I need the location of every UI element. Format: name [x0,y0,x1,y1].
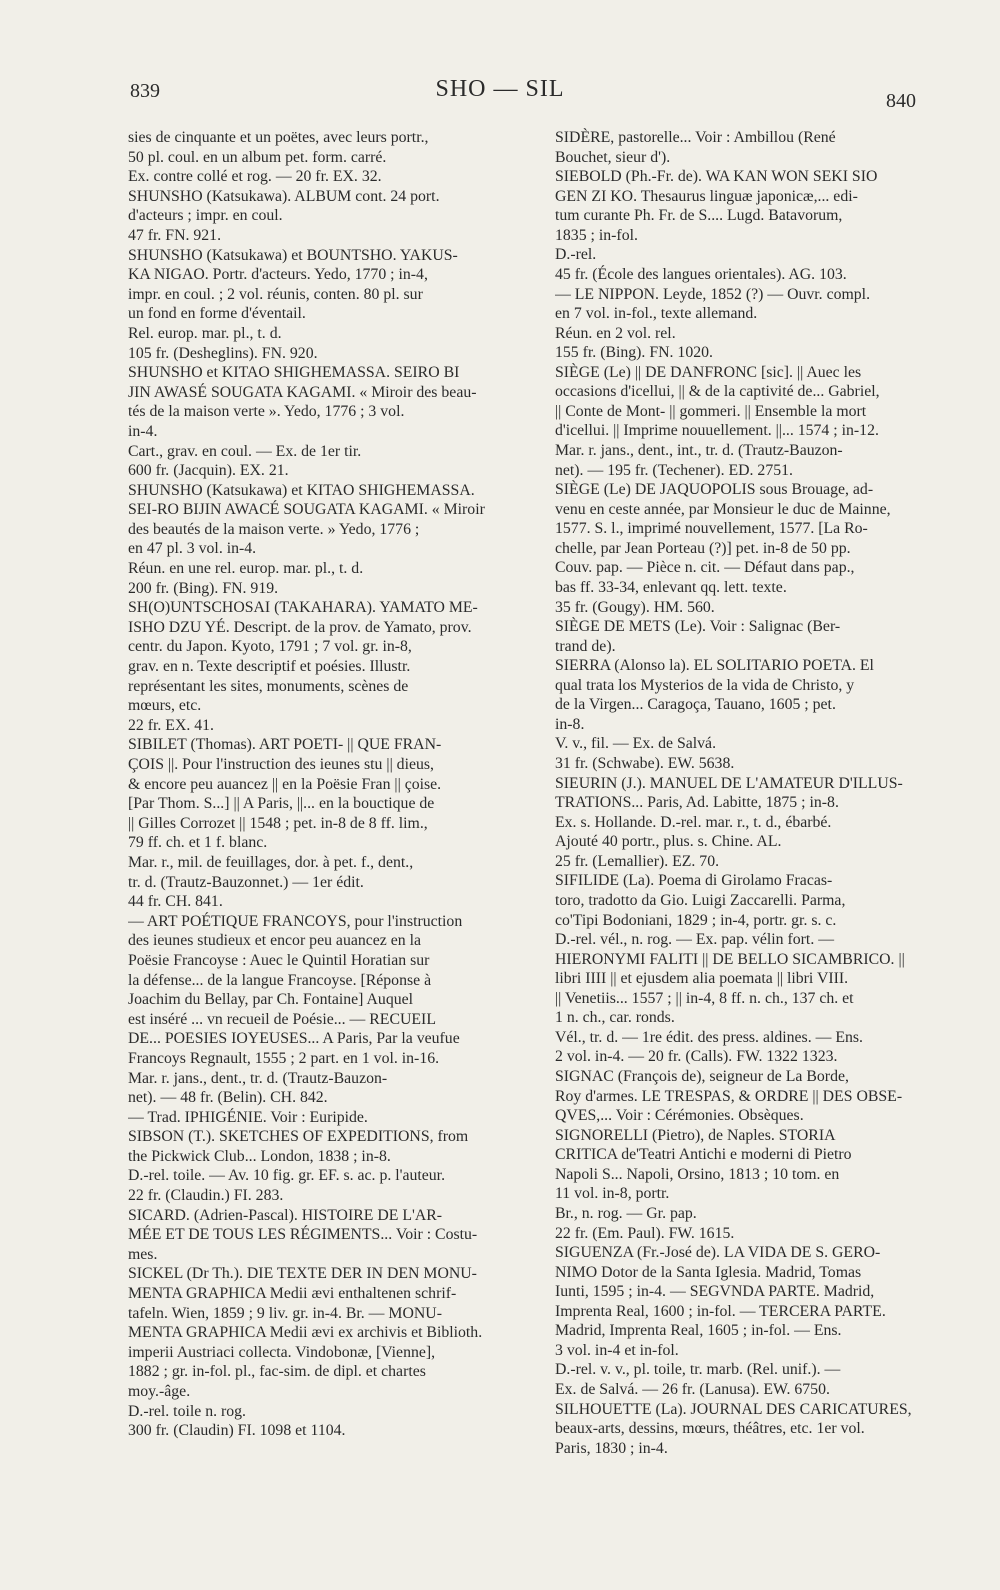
text-line: in-4. [128,422,158,440]
text-line: SIBSON (T.). SKETCHES OF EXPEDITIONS, from [128,1128,469,1146]
text-line: MENTA GRAPHICA Medii ævi ex archivis et Biblioth. [128,1324,483,1342]
text-line: D.-rel. v. v., pl. toile, tr. marb. (Rel. unif.). — [555,1361,841,1379]
text-line: en 7 vol. in-fol., texte allemand. [555,305,758,323]
text-line: SIGUENZA (Fr.-José de). LA VIDA DE S. GERO- [555,1244,881,1262]
text-line: SIFILIDE (La). Poema di Girolamo Fracas- [555,872,833,890]
text-line: SIGNORELLI (Pietro), de Naples. STORIA [555,1126,836,1144]
text-line: des beautés de la maison verte. » Yedo, 1776 ; [128,520,420,538]
text-line: SIBILET (Thomas). ART POETI- || QUE FRAN- [128,736,442,754]
text-line: Poësie Francoyse : Auec le Quintil Horatian sur [128,951,430,969]
text-line: imperii Austriaci collecta. Vindobonæ, [Vienne], [128,1343,436,1361]
text-line: d'acteurs ; impr. en coul. [128,207,283,225]
text-line: 31 fr. (Schwabe). EW. 5638. [555,755,735,772]
text-line: Cart., grav. en coul. — Ex. de 1er tir. [128,442,362,460]
text-line: 45 fr. (École des langues orientales). AG. 103. [555,265,847,283]
text-line: mœurs, etc. [128,697,202,715]
page-number-left: 839 [130,80,160,102]
text-line: 22 fr. (Em. Paul). FW. 1615. [555,1224,735,1242]
text-line: KA NIGAO. Portr. d'acteurs. Yedo, 1770 ; in-4, [128,266,428,284]
text-line: Francoys Regnault, 1555 ; 2 part. en 1 vol. in-16. [128,1049,440,1067]
text-line: || Venetiis... 1557 ; || in-4, 8 ff. n. ch., 137 ch. et [555,989,854,1007]
text-line: MÉE ET DE TOUS LES RÉGIMENTS... Voir : Costu- [128,1226,478,1244]
text-line: 2 vol. in-4. — 20 fr. (Calls). FW. 1322 1323. [555,1048,838,1066]
text-line: — LE NIPPON. Leyde, 1852 (?) — Ouvr. compl. [555,285,871,303]
text-line: SIDÈRE, pastorelle... Voir : Ambillou (René [555,129,836,146]
text-line: Iunti, 1595 ; in-4. — SEGVNDA PARTE. Madrid, [555,1283,875,1301]
text-line: Bouchet, sieur d'). [555,148,671,166]
text-line: 3 vol. in-4 et in-fol. [555,1341,679,1359]
text-line: Mar. r., mil. de feuillages, dor. à pet. f., dent., [128,853,414,871]
text-line: SIÈGE DE METS (Le). Voir : Salignac (Ber- [555,618,841,636]
text-line: sies de cinquante et un poëtes, avec leurs portr., [128,129,429,146]
text-line: Napoli S... Napoli, Orsino, 1813 ; 10 tom. en [555,1165,840,1183]
text-line: 600 fr. (Jacquin). EX. 21. [128,462,289,480]
text-line: net). — 48 fr. (Belin). CH. 842. [128,1089,328,1107]
text-line: DE... POESIES IOYEUSES... A Paris, Par la veufue [128,1030,460,1048]
text-line: 79 ff. ch. et 1 f. blanc. [128,834,268,852]
text-line: GEN ZI KO. Thesaurus linguæ japonicæ,... edi- [555,187,858,205]
text-line: impr. en coul. ; 2 vol. réunis, conten. 80 pl. sur [128,285,423,303]
text-line: Madrid, Imprenta Real, 1605 ; in-fol. — Ens. [555,1322,842,1340]
text-line: SHUNSHO (Katsukawa). ALBUM cont. 24 port. [128,187,440,205]
text-line: || Gilles Corrozet || 1548 ; pet. in-8 de 8 ff. lim., [128,814,428,832]
text-line: & encore peu auancez || en la Poësie Fran || çoise. [128,775,442,793]
page-header [0,0,1000,120]
text-line: JIN AWASÉ SOUGATA KAGAMI. « Miroir des beau- [128,383,477,401]
text-line: Ex. de Salvá. — 26 fr. (Lanusa). EW. 6750. [555,1381,830,1398]
text-line: centr. du Japon. Kyoto, 1791 ; 7 vol. gr. in-8, [128,638,412,656]
text-line: SIÈGE (Le) DE JAQUOPOLIS sous Brouage, ad- [555,481,874,499]
text-line: SILHOUETTE (La). JOURNAL DES CARICATURES, [555,1400,912,1418]
text-line: SIEURIN (J.). MANUEL DE L'AMATEUR D'ILLUS- [555,774,903,792]
text-line: 22 fr. EX. 41. [128,716,214,734]
text-line: Vél., tr. d. — 1re édit. des press. aldines. — Ens. [555,1028,863,1046]
text-line: venu en ceste année, par Monsieur le duc de Mainne, [555,500,891,518]
text-line: in-8. [555,715,585,733]
text-line: the Pickwick Club... London, 1838 ; in-8. [128,1147,391,1165]
text-line: QVES,... Voir : Cérémonies. Obsèques. [555,1107,804,1125]
text-line: || Conte de Mont- || gommeri. || Ensemble la mort [555,402,867,420]
text-line: SIERRA (Alonso la). EL SOLITARIO POETA. El [555,657,874,675]
text-line: Ex. s. Hollande. D.-rel. mar. r., t. d., ébarbé. [555,813,832,831]
text-line: 11 vol. in-8, portr. [555,1185,670,1203]
text-line: Réun. en une rel. europ. mar. pl., t. d. [128,560,364,578]
text-line: D.-rel. vél., n. rog. — Ex. pap. vélin fort. — [555,931,835,949]
text-line: 44 fr. CH. 841. [128,893,223,911]
text-line: toro, tradotto da Gio. Luigi Zaccarelli. Parma, [555,891,846,909]
text-line: un fond en forme d'éventail. [128,305,306,323]
text-line: 25 fr. (Lemallier). EZ. 70. [555,852,720,870]
text-line: occasions d'icellui, || & de la captivité de... Gabriel, [555,383,880,401]
text-line: Ajouté 40 portr., plus. s. Chine. AL. [555,833,782,851]
right-column [555,128,945,1458]
text-line: Imprenta Real, 1600 ; in-fol. — TERCERA PARTE. [555,1302,886,1320]
text-line: MENTA GRAPHICA Medii ævi enthaltenen schrif- [128,1285,457,1303]
text-line: 47 fr. FN. 921. [128,226,222,244]
text-line: Paris, 1830 ; in-4. [555,1439,668,1457]
text-line: SICARD. (Adrien-Pascal). HISTOIRE DE L'AR- [128,1206,443,1224]
page-number-right: 840 [886,90,916,112]
running-head: SHO — SIL [435,76,565,102]
text-line: SHUNSHO (Katsukawa) et KITAO SHIGHEMASSA. [128,481,475,499]
text-line: — Trad. IPHIGÉNIE. Voir : Euripide. [128,1108,368,1126]
text-line: CRITICA de'Teatri Antichi e moderni di Pietro [555,1146,852,1164]
text-line: Rel. europ. mar. pl., t. d. [128,324,282,342]
text-line: 1882 ; gr. in-fol. pl., fac-sim. de dipl. et chartes [128,1363,426,1381]
text-line: 200 fr. (Bing). FN. 919. [128,579,279,597]
text-line: en 47 pl. 3 vol. in-4. [128,540,257,558]
text-line: Mar. r. jans., dent., tr. d. (Trautz-Bauzon- [128,1069,388,1087]
text-line: 35 fr. (Gougy). HM. 560. [555,598,715,616]
text-line: chelle, par Jean Porteau (?)] pet. in-8 de 50 pp. [555,539,851,557]
text-line: 1 n. ch., car. ronds. [555,1009,675,1027]
text-line: SEI-RO BIJIN AWACÉ SOUGATA KAGAMI. « Miroir [128,501,485,519]
text-line: d'icellui. || Imprime nouuellement. ||... 1574 ; in-12. [555,422,879,440]
text-line: SHUNSHO et KITAO SHIGHEMASSA. SEIRO BI [128,364,460,382]
text-line: Br., n. rog. — Gr. pap. [555,1204,697,1222]
text-line: SHUNSHO (Katsukawa) et BOUNTSHO. YAKUS- [128,246,458,264]
text-line: SIGNAC (François de), seigneur de La Borde, [555,1068,849,1085]
text-line: SICKEL (Dr Th.). DIE TEXTE DER IN DEN MONU- [128,1265,477,1283]
text-line: de la Virgen... Caragoça, Tauano, 1605 ; pet. [555,696,836,714]
text-line: SH(O)UNTSCHOSAI (TAKAHARA). YAMATO ME- [128,599,478,617]
text-line: qual trata los Mysterios de la vida de Christo, y [555,676,855,694]
text-line: — ART POÉTIQUE FRANCOYS, pour l'instruction [128,912,463,930]
text-line: trand de). [555,637,616,655]
text-line: Ex. contre collé et rog. — 20 fr. EX. 32. [128,168,382,186]
text-line: Mar. r. jans., dent., int., tr. d. (Trautz-Bauzon- [555,442,843,459]
text-line: tum curante Ph. Fr. de S.... Lugd. Batavorum, [555,207,843,225]
text-line: 300 fr. (Claudin) FI. 1098 et 1104. [128,1422,346,1440]
text-line: HIERONYMI FALITI || DE BELLO SICAMBRICO. || [555,950,905,968]
text-line: 22 fr. (Claudin.) FI. 283. [128,1187,284,1205]
text-line: D.-rel. toile. — Av. 10 fig. gr. EF. s. ac. p. l'auteur. [128,1167,446,1185]
text-line: net). — 195 fr. (Techener). ED. 2751. [555,461,793,479]
text-line: SIÈGE (Le) || DE DANFRONC [sic]. || Auec les [555,363,862,381]
text-line: 50 pl. coul. en un album pet. form. carré. [128,148,387,166]
left-column [128,128,514,1441]
text-line: moy.-âge. [128,1383,191,1400]
text-line: tr. d. (Trautz-Bauzonnet.) — 1er édit. [128,873,364,891]
text-line: 105 fr. (Desheglins). FN. 920. [128,344,318,362]
text-line: 1835 ; in-fol. [555,226,638,244]
text-line: D.-rel. toile n. rog. [128,1402,247,1420]
text-line: Roy d'armes. LE TRESPAS, & ORDRE || DES OBSE- [555,1087,903,1105]
text-line: SIEBOLD (Ph.-Fr. de). WA KAN WON SEKI SIO [555,168,878,186]
text-line: ÇOIS ||. Pour l'instruction des ieunes stu || dieus, [128,756,434,773]
text-line: NIMO Dotor de la Santa Iglesia. Madrid, Tomas [555,1263,862,1281]
text-line: V. v., fil. — Ex. de Salvá. [555,735,717,753]
text-line: est inséré ... vn recueil de Poésie... — RECUEIL [128,1010,436,1028]
text-line: bas ff. 33-34, enlevant qq. lett. texte. [555,578,787,596]
text-line: représentant les sites, monuments, scènes de [128,677,409,695]
text-line: tafeln. Wien, 1859 ; 9 liv. gr. in-4. Br. — MONU- [128,1304,442,1322]
text-line: TRATIONS... Paris, Ad. Labitte, 1875 ; in-8. [555,794,839,812]
text-line: mes. [128,1245,158,1263]
text-line: 1577. S. l., imprimé nouvellement, 1577. [La Ro- [555,520,868,538]
text-line: [Par Thom. S...] || A Paris, ||... en la bouctique de [128,795,435,813]
text-line: Joachim du Bellay, par Ch. Fontaine] Auquel [128,991,414,1009]
text-line: la défense... de la langue Francoyse. [Réponse à [128,971,432,989]
text-line: libri IIII || et ejusdem alia poemata || libri VIII. [555,970,849,988]
text-line: beaux-arts, dessins, mœurs, théâtres, etc. 1er vol. [555,1420,865,1438]
text-line: co'Tipi Bodoniani, 1829 ; in-4, portr. gr. s. c. [555,911,837,929]
text-line: D.-rel. [555,246,597,264]
text-line: des ieunes studieux et encor peu auancez en la [128,932,421,950]
text-line: Réun. en 2 vol. rel. [555,324,676,342]
text-line: tés de la maison verte ». Yedo, 1776 ; 3 vol. [128,403,405,421]
text-line: ISHO DZU YÉ. Descript. de la prov. de Yamato, prov. [128,618,472,636]
text-line: Couv. pap. — Pièce n. cit. — Défaut dans pap., [555,559,855,577]
text-line: grav. en n. Texte descriptif et poésies. Illustr. [128,658,411,676]
text-line: 155 fr. (Bing). FN. 1020. [555,344,713,362]
